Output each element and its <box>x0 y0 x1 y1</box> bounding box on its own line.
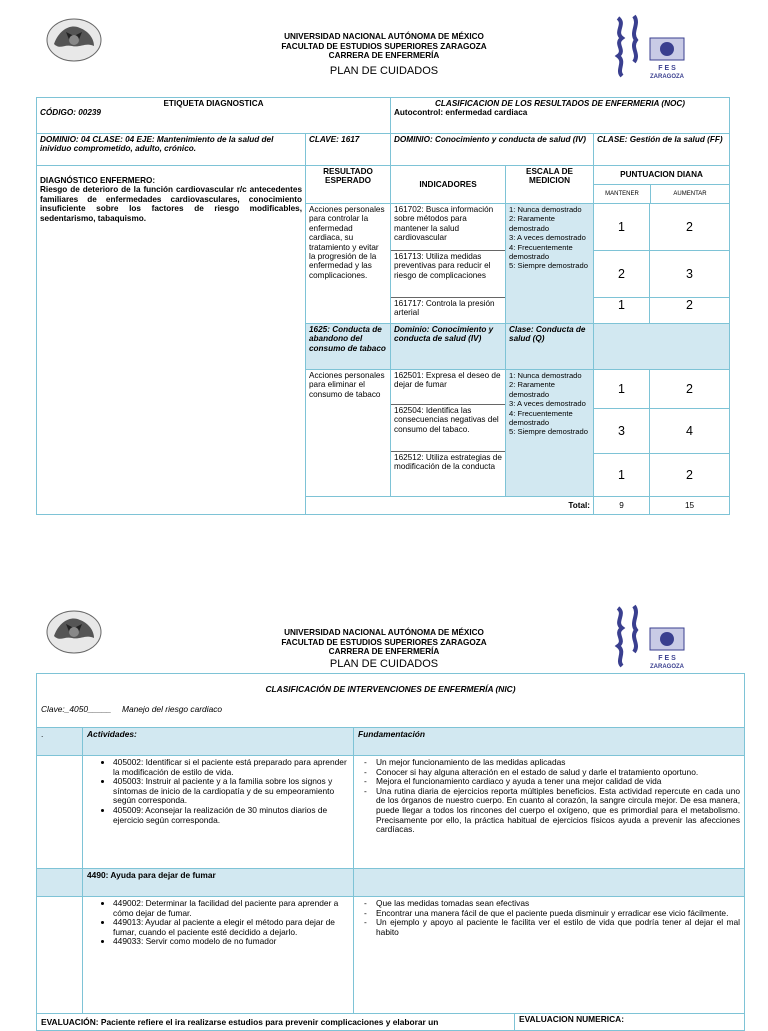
blank-cell <box>354 869 745 897</box>
career-name: CARRERA DE ENFERMERÍA <box>328 647 440 657</box>
etiqueta-label: ETIQUETA DIAGNOSTICA <box>163 99 264 108</box>
career-name: CARRERA DE ENFERMERÍA <box>328 51 440 61</box>
svg-text:ZARAGOZA: ZARAGOZA <box>650 74 684 80</box>
intervencion-4490: 4490: Ayuda para dejar de fumar <box>83 869 354 897</box>
nic-clave: Clave:_4050_____ <box>41 703 112 714</box>
resultado-1: Acciones personales para controlar la enfermedad cardiaca, su tratamiento y evitar la progresión de la enfermedad y las complicaciones. <box>306 204 391 324</box>
list-item: - Que las medidas tomadas sean efectivas <box>376 899 740 909</box>
score-mantener: 2 <box>594 250 649 297</box>
list-item: - Una rutina diaria de ejercicios reporta múltiples beneficios. Esta actividad repercute en cada uno de los órganos de nuestro cuerpo. En cuanto al corazón, la sangre circula mejor. De esa manera, puede llegar a todos los rincones del cuerpo el oxígeno, que es primordial para el metabolismo. Precisamente por ello, la práctica habitual de ejercicios físicos ayuda a prevenir las afecciones cardíacas. <box>376 787 740 835</box>
score-mantener: 1 <box>618 382 625 396</box>
fundamentacion-label: Fundamentación <box>354 728 745 756</box>
noc-table <box>36 97 730 515</box>
resultado-2-label: 1625: Conducta de abandono del consumo de tabaco <box>306 324 391 370</box>
codigo: CÓDIGO: 00239 <box>40 108 101 118</box>
score-mantener: 1 <box>618 220 625 234</box>
dominio-left: DOMINIO: 04 CLASE: 04 EJE: Mantenimiento de la salud del inividuo comprometido, adulto, crónico. <box>37 134 306 166</box>
resultado-2: Acciones personales para eliminar el consumo de tabaco <box>306 370 391 497</box>
fundamentacion-1 <box>354 756 745 869</box>
score-aumentar: 3 <box>650 250 729 297</box>
faculty-name: FACULTAD DE ESTUDIOS SUPERIORES ZARAGOZA <box>281 41 487 51</box>
diagnostico-cell <box>37 166 306 515</box>
svg-text:ZARAGOZA: ZARAGOZA <box>650 664 684 670</box>
indicadores-2 <box>391 370 506 497</box>
list-item: - Mejora el funcionamiento cardiaco y ayuda a tener una mejor calidad de vida <box>376 777 740 787</box>
dominio-right: DOMINIO: Conocimiento y conducta de salud (IV) <box>391 134 594 166</box>
nic-title: CLASIFICACIÓN DE INTERVENCIONES DE ENFERMERÍA (NIC) <box>265 684 516 694</box>
indicador-162501: 162501: Expresa el deseo de dejar de fumar <box>394 371 501 390</box>
actividades-2 <box>83 897 354 1014</box>
etiqueta-cell <box>37 98 391 134</box>
nic-clave-desc: Manejo del riesgo cardiaco <box>121 703 223 714</box>
actividades-1 <box>83 756 354 869</box>
blank-blue-cell <box>594 324 730 370</box>
score-aumentar: 2 <box>650 453 729 496</box>
mantener-1 <box>594 204 650 324</box>
fes-zaragoza-logo-icon <box>610 14 690 80</box>
list-item: • 405009: Aconsejar la realización de 30 minutos diarios de ejercicio según corresponda. <box>113 806 349 825</box>
svg-text:F E S: F E S <box>658 65 676 72</box>
score-aumentar: 2 <box>686 382 693 396</box>
list-item: • 449002: Determinar la facilidad del paciente para aprender a cómo dejar de fumar. <box>113 899 349 918</box>
noc-title: CLASIFICACION DE LOS RESULTADOS DE ENFERMERIA (NOC) <box>435 99 686 108</box>
list-item: • 449033: Servir como modelo de no fumador <box>113 937 349 947</box>
aumentar-2 <box>650 370 730 497</box>
clasificacion-cell <box>391 98 730 134</box>
indicador-161717: 161717: Controla la presión arterial <box>391 297 505 319</box>
list-item: • 449013: Ayudar al paciente a elegir el método para dejar de fumar, cuando el paciente esté decidido a dejarlo. <box>113 918 349 937</box>
score-mantener: 1 <box>594 453 649 496</box>
indicador-162512: 162512: Utiliza estrategias de modificación de la conducta <box>391 451 505 473</box>
diagnostico-title: DIAGNÓSTICO ENFERMERO: <box>40 176 156 185</box>
diagnostico-text: Riesgo de deterioro de la función cardiovascular r/c antecedentes familiares de enfermedades cardiovasculares, conocimiento insuficiente sobre los factores de riesgo modificables, sedentarismo, tabaquismo. <box>40 185 302 223</box>
evaluacion-numerica: EVALUACION NUMERICA: <box>515 1014 745 1031</box>
nic-table <box>36 673 745 1031</box>
col-resultado: RESULTADO ESPERADO <box>306 166 391 204</box>
university-name: UNIVERSIDAD NACIONAL AUTÓNOMA DE MÉXICO <box>284 32 484 41</box>
total-mantener: 9 <box>594 497 650 515</box>
list-item: • 405003: Instruir al paciente y a la familia sobre los signos y síntomas de inicio de la cardiopatía y de su empeoramiento según corresponda. <box>113 777 349 806</box>
list-item: - Encontrar una manera fácil de que el paciente pueda disminuir y erradicar ese vicio fácilmente. <box>376 909 740 919</box>
actividades-label: Actividades: <box>83 728 354 756</box>
blank-cell <box>37 756 83 869</box>
indicador-162504: 162504: Identifica las consecuencias negativas del consumo del tabaco. <box>391 404 505 451</box>
blank-cell <box>37 897 83 1014</box>
puntuacion-cell <box>594 166 730 204</box>
aumentar-1 <box>650 204 730 324</box>
clase-2: Clase: Conducta de salud (Q) <box>506 324 594 370</box>
page-title: PLAN DE CUIDADOS <box>329 65 439 77</box>
evaluacion: EVALUACIÓN: Paciente refiere el ira realizarse estudios para prevenir complicaciones y elaborar un <box>37 1014 515 1031</box>
noc-subtitle: Autocontrol: enfermedad cardiaca <box>394 108 528 118</box>
list-item: - Un mejor funcionamiento de las medidas aplicadas <box>376 758 740 768</box>
list-item: - Conocer si hay alguna alteración en el estado de salud y darle el tratamiento oportuno. <box>376 768 740 778</box>
indicador-161713: 161713: Utiliza medidas preventivas para reducir el riesgo de complicaciones <box>391 250 505 297</box>
page-title: PLAN DE CUIDADOS <box>329 658 439 670</box>
total-label: Total: <box>306 497 594 515</box>
escala-1: 1: Nunca demostrado 2: Raramente demostrado 3: A veces demostrado 4: Frecuentemente demostrado 5: Siempre demostrado <box>506 204 594 324</box>
col-aumentar: AUMENTAR <box>673 191 707 197</box>
dominio-2: Dominio: Conocimiento y conducta de salud (IV) <box>391 324 506 370</box>
indicador-161702: 161702: Busca información sobre métodos para mantener la salud cardiovascular <box>394 205 494 243</box>
fes-zaragoza-logo-icon <box>610 604 690 670</box>
list-item: - Un ejemplo y apoyo al paciente le facilita ver el estilo de vida que podría tener al dejar el mal habito <box>376 918 740 937</box>
col-escala: ESCALA DE MEDICION <box>506 166 594 204</box>
col-puntuacion: PUNTUACION DIANA <box>594 166 729 185</box>
svg-text:F E S: F E S <box>658 655 676 662</box>
score-aumentar: 2 <box>650 297 729 322</box>
university-name: UNIVERSIDAD NACIONAL AUTÓNOMA DE MÉXICO <box>284 628 484 637</box>
clave: CLAVE: 1617 <box>306 134 391 166</box>
list-item: • 405002: Identificar si el paciente está preparado para aprender la modificación de estilo de vida. <box>113 758 349 777</box>
dot-cell: . <box>37 728 83 756</box>
fundamentacion-2 <box>354 897 745 1014</box>
clase-right: CLASE: Gestión de la salud (FF) <box>594 134 730 166</box>
indicadores-1 <box>391 204 506 324</box>
score-aumentar: 2 <box>686 220 693 234</box>
faculty-name: FACULTAD DE ESTUDIOS SUPERIORES ZARAGOZA <box>281 637 487 647</box>
blank-cell <box>37 869 83 897</box>
total-aumentar: 15 <box>650 497 730 515</box>
col-mantener: MANTENER <box>594 185 651 203</box>
col-indicadores: INDICADORES <box>391 166 506 204</box>
score-mantener: 3 <box>594 408 649 453</box>
nic-header-cell <box>37 674 745 728</box>
score-aumentar: 4 <box>650 408 729 453</box>
escala-2: 1: Nunca demostrado 2: Raramente demostrado 3: A veces demostrado 4: Frecuentemente demostrado 5: Siempre demostrado <box>506 370 594 497</box>
score-mantener: 1 <box>594 297 649 322</box>
mantener-2 <box>594 370 650 497</box>
